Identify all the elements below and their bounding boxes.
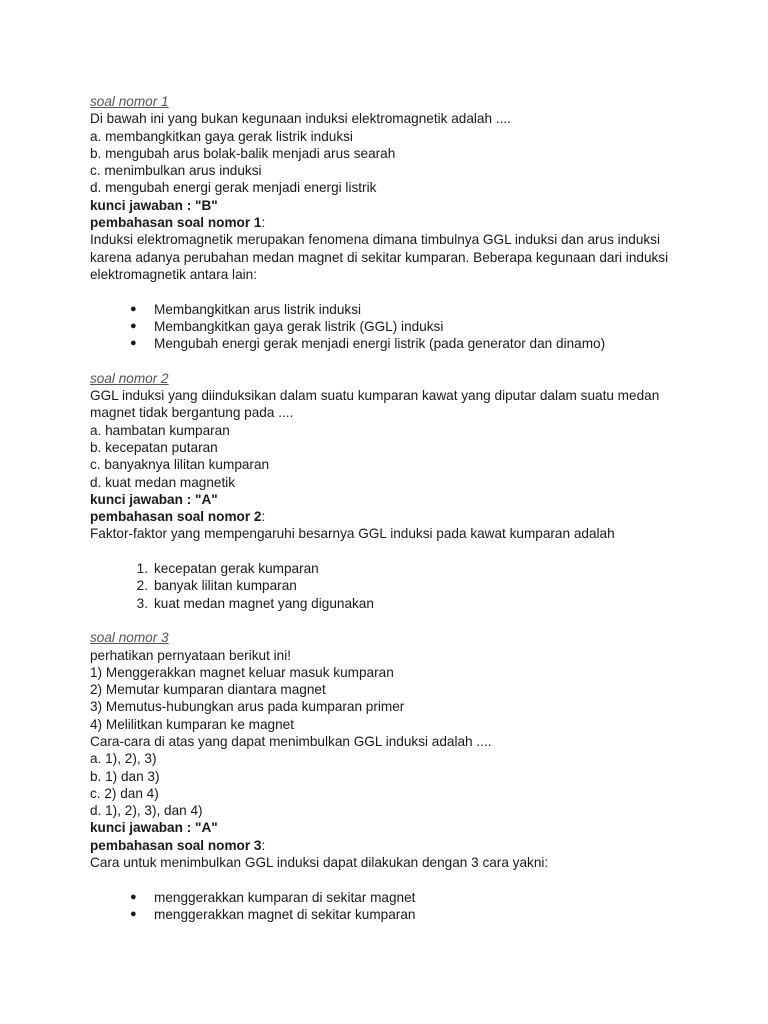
discussion-colon: : xyxy=(261,837,266,853)
bullet-icon: ● xyxy=(130,337,137,350)
option-d: d. mengubah energi gerak menjadi energi listrik xyxy=(90,180,377,196)
list-number: 2. xyxy=(136,578,148,594)
list-number: 3. xyxy=(136,595,148,611)
question-1 xyxy=(90,93,690,370)
statement-4: 4) Melilitkan kumparan ke magnet xyxy=(90,716,294,732)
question-intro: perhatikan pernyataan berikut ini! xyxy=(90,647,292,663)
option-d: d. 1), 2), 3), dan 4) xyxy=(90,803,203,819)
question-text: GGL induksi yang diinduksikan dalam suatu kumparan kawat yang diputar dalam suatu medan magnet tidak bergantung pada .... xyxy=(90,388,660,421)
option-b: b. mengubah arus bolak-balik menjadi arus searah xyxy=(90,145,396,161)
option-c: c. 2) dan 4) xyxy=(90,785,159,801)
discussion-label: pembahasan soal nomor 2 xyxy=(90,509,262,525)
list-item xyxy=(90,318,690,335)
list-item xyxy=(90,301,690,318)
list-item xyxy=(90,577,690,594)
question-text: Di bawah ini yang bukan kegunaan induksi elektromagnetik adalah .... xyxy=(90,111,511,127)
list-item-text: menggerakkan magnet di sekitar kumparan xyxy=(154,906,416,922)
list-item xyxy=(90,906,690,923)
question-text: Cara-cara di atas yang dapat menimbulkan GGL induksi adalah .... xyxy=(90,733,492,749)
discussion-text: Faktor-faktor yang mempengaruhi besarnya GGL induksi pada kawat kumparan adalah xyxy=(90,526,615,542)
discussion-list xyxy=(90,889,690,924)
list-item-text: banyak lilitan kumparan xyxy=(154,578,297,594)
list-number: 1. xyxy=(136,561,148,577)
list-item xyxy=(90,335,690,352)
discussion-colon: : xyxy=(261,509,266,525)
bullet-icon: ● xyxy=(130,907,137,920)
question-heading: soal nomor 3 xyxy=(90,630,169,646)
answer-key: kunci jawaban : "A" xyxy=(90,491,218,507)
discussion-heading xyxy=(90,837,690,854)
option-a: a. 1), 2), 3) xyxy=(90,751,157,767)
option-c: c. banyaknya lilitan kumparan xyxy=(90,457,270,473)
discussion-heading xyxy=(90,508,690,525)
list-item-text: Membangkitkan gaya gerak listrik (GGL) induksi xyxy=(154,318,444,334)
option-b: b. 1) dan 3) xyxy=(90,768,160,784)
bullet-icon: ● xyxy=(130,319,137,332)
list-item-text: Membangkitkan arus listrik induksi xyxy=(154,301,362,317)
discussion-list xyxy=(90,560,690,612)
discussion-text: Induksi elektromagnetik merupakan fenomena dimana timbulnya GGL induksi dan arus induksi karena adanya perubahan medan magnet di sekitar kumparan. Beberapa kegunaan dari induksi elektromagnetik antara lain: xyxy=(90,232,669,282)
discussion-heading xyxy=(90,214,690,231)
statement-1: 1) Menggerakkan magnet keluar masuk kumparan xyxy=(90,664,394,680)
list-item-text: Mengubah energi gerak menjadi energi listrik (pada generator dan dinamo) xyxy=(154,336,606,352)
list-item xyxy=(90,560,690,577)
discussion-label: pembahasan soal nomor 3 xyxy=(90,837,262,853)
statement-2: 2) Memutar kumparan diantara magnet xyxy=(90,682,326,698)
question-3 xyxy=(90,629,690,923)
option-a: a. hambatan kumparan xyxy=(90,422,230,438)
document-page xyxy=(90,93,690,923)
answer-key: kunci jawaban : "A" xyxy=(90,820,218,836)
option-c: c. menimbulkan arus induksi xyxy=(90,163,262,179)
bullet-icon: ● xyxy=(130,302,137,315)
discussion-colon: : xyxy=(261,215,266,231)
question-heading: soal nomor 2 xyxy=(90,370,169,386)
discussion-label: pembahasan soal nomor 1 xyxy=(90,215,262,231)
answer-key: kunci jawaban : "B" xyxy=(90,197,218,213)
list-item-text: kecepatan gerak kumparan xyxy=(154,561,319,577)
list-item-text: kuat medan magnet yang digunakan xyxy=(154,595,374,611)
question-2 xyxy=(90,370,690,629)
option-d: d. kuat medan magnetik xyxy=(90,474,236,490)
list-item-text: menggerakkan kumparan di sekitar magnet xyxy=(154,889,416,905)
discussion-list xyxy=(90,301,690,353)
list-item xyxy=(90,595,690,612)
bullet-icon: ● xyxy=(130,890,137,903)
list-item xyxy=(90,889,690,906)
option-b: b. kecepatan putaran xyxy=(90,439,218,455)
question-heading: soal nomor 1 xyxy=(90,94,169,109)
statement-3: 3) Memutus-hubungkan arus pada kumparan primer xyxy=(90,699,405,715)
option-a: a. membangkitkan gaya gerak listrik induksi xyxy=(90,128,353,144)
discussion-text: Cara untuk menimbulkan GGL induksi dapat dilakukan dengan 3 cara yakni: xyxy=(90,855,549,871)
